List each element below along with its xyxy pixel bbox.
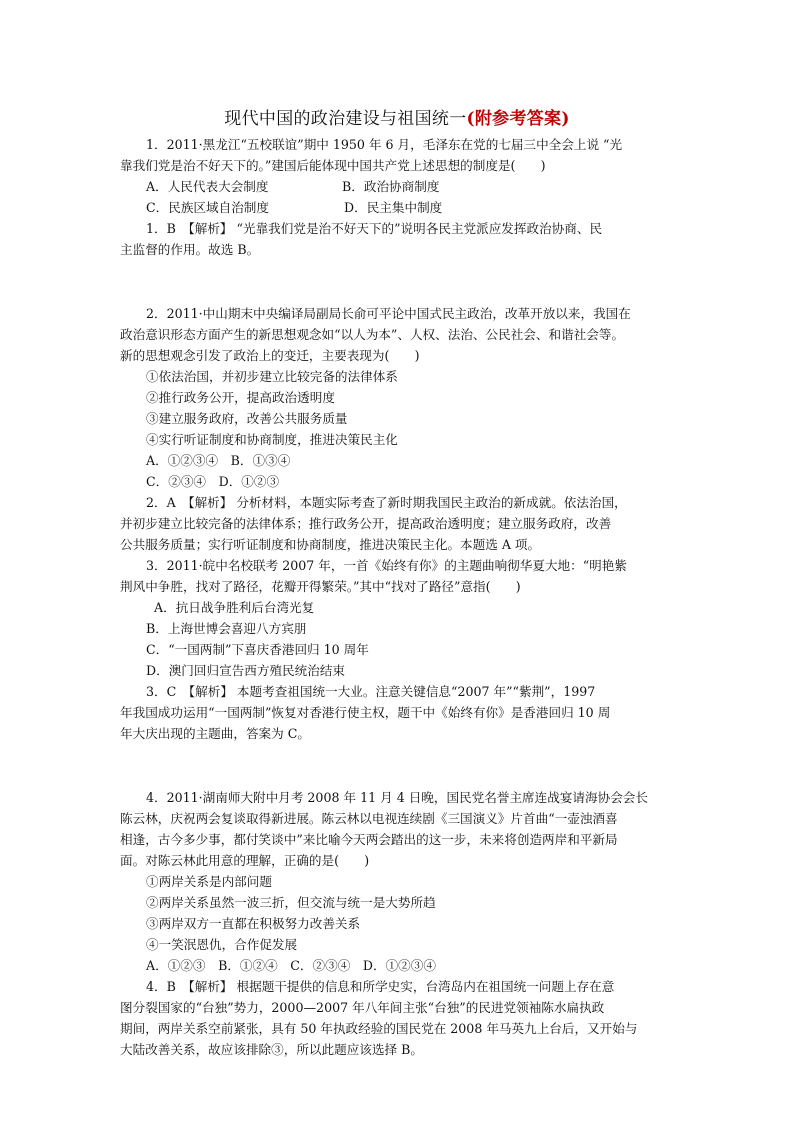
option-row	[120, 176, 680, 197]
statement-item: ④一笑泯恩仇，合作促发展	[146, 937, 298, 952]
answer-line: 并初步建立比较完备的法律体系；推行政务公开，提高政治透明度；建立服务政府，改善	[120, 516, 612, 531]
option-row: C．②③④ D．①②③	[146, 474, 280, 489]
answer-line: 年我国成功运用“一国两制”恢复对香港行使主权，题干中《始终有你》是香港回归 10 周	[120, 705, 611, 720]
answer-line: 期间，两岸关系空前紧张，具有 50 年执政经验的国民党在 2008 年马英九上台后，又开始与	[120, 1021, 638, 1036]
statement-item: ③两岸双方一直都在积极努力改善关系	[146, 916, 361, 931]
document-body	[120, 134, 680, 1060]
spacer	[120, 744, 680, 766]
spacer	[120, 260, 680, 282]
question-2	[120, 303, 680, 555]
option-row	[120, 197, 680, 218]
answer-line: 4．B 【解析】 根据题干提供的信息和所学史实，台湾岛内在祖国统一问题上存在意	[146, 979, 615, 994]
option-row: A．抗日战争胜利后台湾光复	[154, 600, 315, 615]
option-row: A．①②③④ B．①③④	[146, 453, 291, 468]
spacer	[120, 766, 680, 787]
answer-line: 年大庆出现的主题曲，答案为 C。	[120, 726, 310, 741]
statement-item: ①两岸关系是内部问题	[146, 874, 272, 889]
option-row: C．“一国两制”下喜庆香港回归 10 周年	[146, 642, 369, 657]
question-text-line: 陈云林，庆祝两会复谈取得新进展。陈云林以电视连续剧《三国演义》片首曲“一壶浊酒喜	[120, 811, 618, 826]
statement-item: ②推行政务公开，提高政治透明度	[146, 390, 335, 405]
answer-line: 2．A 【解析】 分析材料，本题实际考查了新时期我国民主政治的新成就。依法治国，	[146, 495, 627, 510]
answer-line: 1．B 【解析】 “光靠我们党是治不好天下的”说明各民主党派应发挥政治协商、民	[146, 221, 603, 236]
option-c: C．民族区域自治制度	[146, 200, 269, 215]
statement-item: ④实行听证制度和协商制度，推进决策民主化	[146, 432, 398, 447]
question-3	[120, 555, 680, 744]
question-text-line: 新的思想观念引发了政治上的变迁，主要表现为( )	[120, 348, 420, 363]
question-text-line: 1．2011·黑龙江“五校联谊”期中 1950 年 6 月，毛泽东在党的七届三中全会上说 “光	[146, 137, 623, 152]
answer-line: 主监督的作用。故选 B。	[120, 242, 260, 257]
answer-line: 大陆改善关系，故应该排除③，所以此题应该选择 B。	[120, 1042, 423, 1057]
question-text-line: 政治意识形态方面产生的新思想观念如“以人为本”、人权、法治、公民社会、和谐社会等。	[120, 327, 625, 342]
statement-item: ③建立服务政府，改善公共服务质量	[146, 411, 348, 426]
title-main: 现代中国的政治建设与祖国统一	[224, 109, 467, 129]
option-row: B．上海世博会喜迎八方宾朋	[146, 621, 307, 636]
answer-line: 图分裂国家的“台独”势力，2000—2007 年八年间主张“台独”的民进党领袖陈水扁执政	[120, 1000, 605, 1015]
question-text-line: 相逢，古今多少事，都付笑谈中”来比喻今天两会踏出的这一步，未来将创造两岸和平新局	[120, 832, 618, 847]
question-4	[120, 787, 680, 1060]
title-answer-tag: (附参考答案)	[466, 109, 570, 129]
option-a: A．人民代表大会制度	[146, 179, 269, 194]
option-b: B．政治协商制度	[342, 179, 440, 194]
question-text-line: 4．2011·湖南师大附中月考 2008 年 11 月 4 日晚，国民党名誉主席连战宴请海协会会长	[146, 790, 648, 805]
page-title	[0, 104, 794, 129]
answer-line: 公共服务质量；实行听证制度和协商制度，推进决策民主化。本题选 A 项。	[120, 537, 541, 552]
option-row: D．澳门回归宣告西方殖民统治结束	[146, 663, 346, 678]
question-1	[120, 134, 680, 260]
question-text-line: 2．2011·中山期末中央编译局副局长俞可平论中国式民主政治，改革开放以来，我国在	[146, 306, 631, 321]
option-d: D．民主集中制度	[344, 200, 443, 215]
question-text-line: 3．2011·皖中名校联考 2007 年，一首《始终有你》的主题曲响彻华夏大地：“明艳紫	[146, 558, 627, 573]
statement-item: ②两岸关系虽然一波三折，但交流与统一是大势所趋	[146, 895, 436, 910]
question-text-line: 面。对陈云林此用意的理解，正确的是( )	[120, 853, 370, 868]
spacer	[120, 282, 680, 303]
option-row: A．①②③ B．①②④ C．②③④ D．①②③④	[146, 958, 436, 973]
answer-line: 3．C 【解析】 本题考查祖国统一大业。注意关键信息“2007 年”“紫荆”，1997	[146, 684, 596, 699]
question-text-line: 荆风中争胜，找对了路径，花瓣开得繁荣。”其中“找对了路径”意指( )	[120, 579, 521, 594]
question-text-line: 靠我们党是治不好天下的。”建国后能体现中国共产党上述思想的制度是( )	[120, 158, 546, 173]
statement-item: ①依法治国，并初步建立比较完备的法律体系	[146, 369, 398, 384]
